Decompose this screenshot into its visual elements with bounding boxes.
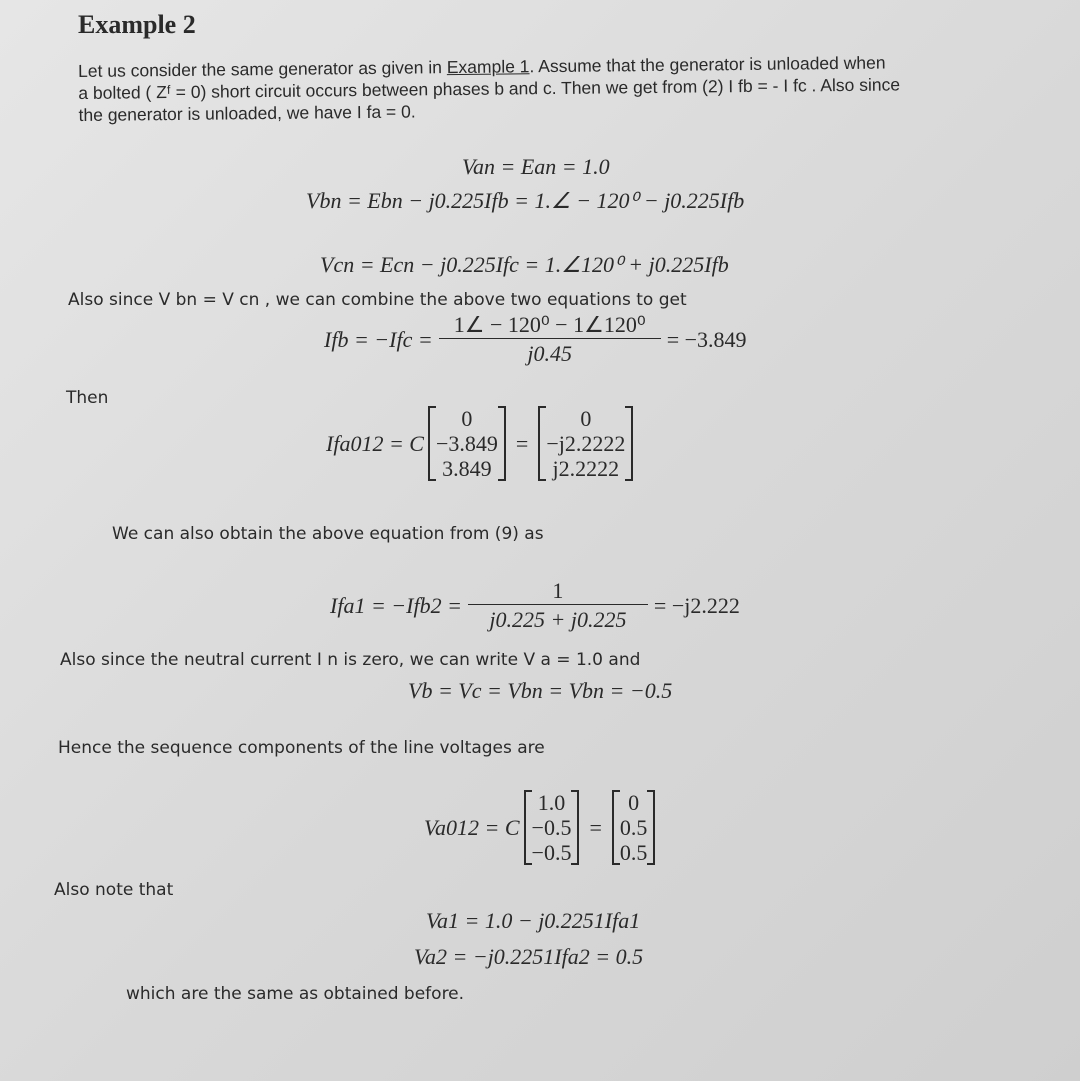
- text-hence: Hence the sequence components of the line voltages are: [58, 738, 545, 758]
- example-1-link[interactable]: Example 1: [446, 56, 530, 78]
- equation-va1: Va1 = 1.0 − j0.2251Ifa1: [426, 908, 641, 933]
- equation-vb: Vb = Vc = Vbn = Vbn = −0.5: [408, 678, 673, 703]
- matrix-cell: 0: [628, 790, 640, 815]
- matrix-cell: −3.849: [435, 431, 498, 456]
- ifb-lhs: Ifb = −Ifc =: [324, 326, 433, 352]
- text-neutral: Also since the neutral current I n is zero, we can write V a = 1.0 and: [60, 650, 641, 670]
- text-then: Then: [66, 388, 109, 408]
- intro-text: . Assume that the generator is unloaded when: [529, 52, 886, 77]
- equation-ifa1: [330, 578, 740, 633]
- matrix-cell: −0.5: [531, 815, 572, 840]
- matrix-cell: 0.5: [619, 815, 648, 840]
- matrix-cell: j2.2222: [552, 456, 620, 481]
- ifa1-lhs: Ifa1 = −Ifb2 =: [330, 592, 462, 618]
- intro-paragraph: [78, 51, 900, 126]
- page-title: Example 2: [78, 10, 196, 39]
- matrix-cell: 1.0: [537, 790, 566, 815]
- intro-text: Let us consider the same generator as given in: [78, 57, 447, 81]
- ifa1-numerator: 1: [552, 578, 564, 603]
- matrix-cell: 3.849: [442, 456, 492, 481]
- equation-vbn: Vbn = Ebn − j0.225Ifb = 1.∠ − 120⁰ − j0.225Ifb: [306, 188, 745, 213]
- ifa012-lhs: Ifa012 = C: [326, 430, 424, 456]
- text-same: which are the same as obtained before.: [126, 984, 465, 1004]
- ifb-fraction: [439, 312, 661, 367]
- text-also-note: Also note that: [54, 880, 174, 900]
- equation-ifa012: [326, 406, 633, 481]
- equation-va012: [424, 790, 655, 865]
- matrix-cell: −0.5: [531, 840, 572, 865]
- ifa1-denominator: j0.225 + j0.225: [468, 604, 648, 633]
- ifa012-matrix-right: [538, 406, 633, 481]
- ifa1-rhs: = −j2.222: [653, 592, 740, 618]
- equation-vcn: Vcn = Ecn − j0.225Ifc = 1.∠120⁰ + j0.225Ifb: [320, 252, 729, 277]
- equation-ifb: [324, 312, 747, 367]
- text-also-obtain: We can also obtain the above equation from (9) as: [112, 524, 544, 544]
- intro-line-3: the generator is unloaded, we have I fa = 0.: [78, 101, 416, 125]
- va012-matrix-left: [524, 790, 580, 865]
- matrix-cell: −j2.2222: [546, 431, 626, 456]
- matrix-cell: 0.5: [619, 840, 648, 865]
- equation-van: Van = Ean = 1.0: [462, 154, 610, 179]
- va012-lhs: Va012 = C: [424, 814, 520, 840]
- matrix-cell: 0: [461, 406, 473, 431]
- equals-sign: =: [589, 814, 602, 840]
- equals-sign: =: [515, 430, 529, 456]
- ifa1-fraction: [468, 578, 648, 633]
- va012-matrix-right: [612, 790, 656, 865]
- text-also-since-vbn: Also since V bn = V cn , we can combine the above two equations to get: [68, 290, 687, 310]
- matrix-cell: 0: [580, 406, 592, 431]
- ifa012-matrix-left: [428, 406, 506, 481]
- ifb-rhs: = −3.849: [666, 326, 747, 352]
- equation-va2: Va2 = −j0.2251Ifa2 = 0.5: [414, 944, 644, 969]
- ifb-denominator: j0.45: [439, 338, 661, 367]
- intro-line-2: a bolted ( Zᶠ = 0) short circuit occurs between phases b and c. Then we get from (2) I fb = - I fc . Also since: [78, 74, 901, 103]
- ifb-numerator: 1∠ − 120⁰ − 1∠120⁰: [453, 312, 646, 337]
